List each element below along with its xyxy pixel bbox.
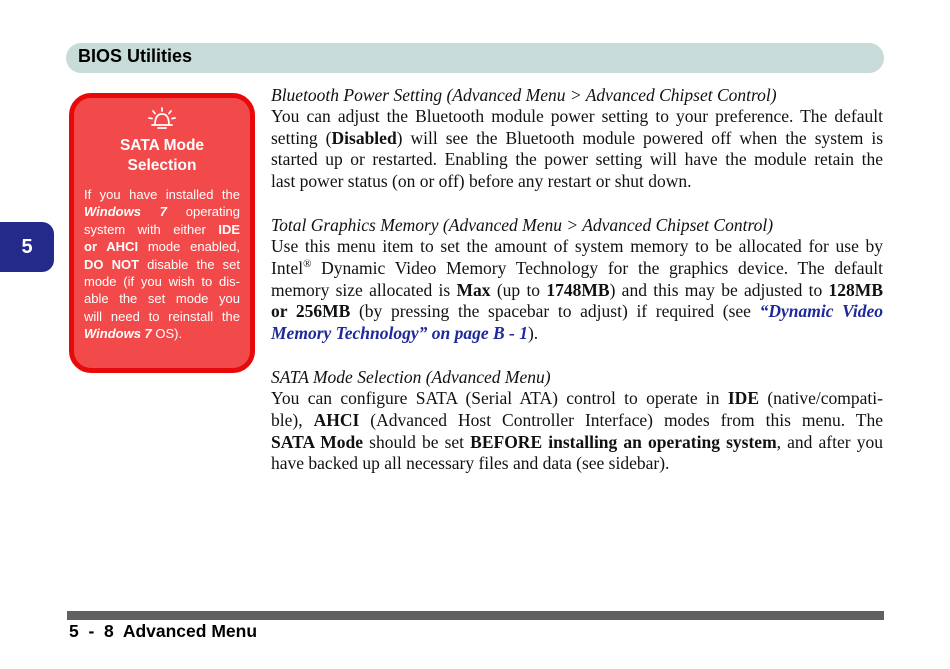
body-text: (by pressing the spacebar to adjust) if required (see: [350, 301, 760, 322]
body-text: ) and this may be adjusted to: [609, 279, 829, 300]
body-text: ) will see the Bluetooth module powered off when the system is: [396, 127, 884, 148]
sidebar-emphasis: IDE: [218, 221, 240, 237]
body-line: [271, 149, 883, 171]
cross-reference-link[interactable]: “Dynamic Video: [759, 301, 883, 322]
footer-page-number: 5 - 8: [69, 621, 114, 641]
bold-term: 1748MB: [546, 279, 610, 300]
sidebar-text: disable the set: [139, 256, 240, 272]
sidebar-emphasis: DO NOT: [84, 256, 140, 272]
sidebar-body: [74, 186, 250, 343]
sidebar-text-line: [84, 221, 240, 238]
section: [271, 366, 883, 474]
body-text: should be set: [363, 431, 471, 452]
body-text: setting (: [271, 127, 332, 148]
sidebar-text: If you have installed the: [84, 187, 240, 202]
section-title: Total Graphics Memory (Advanced Menu > Advanced Chipset Control): [271, 215, 774, 236]
body-text: started up or restarted. Enabling the power setting will have the module retain the: [271, 149, 883, 170]
body-text: (up to: [490, 279, 547, 300]
page-header-title: BIOS Utilities: [78, 46, 193, 66]
sidebar-text: mode enabled,: [138, 239, 240, 255]
body-text: last power status (on or off) before any restart or shut down.: [271, 170, 692, 191]
sidebar-emphasis: Windows 7: [84, 326, 152, 342]
sidebar-text-line: [84, 186, 240, 203]
sidebar-text-line: [84, 290, 240, 307]
sidebar-text: system with either: [84, 221, 219, 237]
body-line: [271, 171, 883, 193]
bold-term: 128MB: [828, 279, 883, 300]
section-title: SATA Mode Selection (Advanced Menu): [271, 367, 551, 388]
sidebar-emphasis: Windows 7: [84, 204, 167, 220]
body-text: memory size allocated is: [271, 279, 457, 300]
main-content: [271, 84, 883, 475]
body-line: [271, 236, 883, 258]
body-line: [271, 106, 883, 128]
sidebar-note: [69, 93, 255, 373]
sidebar-text-line: [84, 256, 240, 273]
sidebar-text: able the set mode you: [84, 291, 240, 307]
body-text: have backed up all necessary files and data (see sidebar).: [271, 453, 670, 474]
body-line: [271, 323, 883, 345]
section-title: Bluetooth Power Setting (Advanced Menu > Advanced Chipset Control): [271, 85, 777, 105]
bold-term: Max: [456, 279, 491, 300]
sidebar-title-line: Selection: [127, 156, 197, 174]
sidebar-text-line: [84, 273, 240, 290]
bold-term: Disabled: [331, 127, 397, 148]
body-text: You can configure SATA (Serial ATA) control to operate in: [271, 388, 728, 409]
body-line: [271, 128, 883, 150]
body-line: [271, 258, 883, 280]
bold-term: BEFORE installing an operating system: [470, 431, 777, 452]
sidebar-text-line: [84, 203, 240, 220]
sidebar-text-line: [84, 308, 240, 325]
body-text: ble),: [271, 409, 314, 430]
body-line: [271, 410, 883, 432]
body-text: , and after you: [776, 431, 883, 452]
section: [271, 214, 883, 344]
sidebar-title-line: SATA Mode: [119, 137, 205, 154]
registered-mark: ®: [303, 258, 312, 271]
bold-term: AHCI: [313, 409, 360, 430]
body-text: Dynamic Video Memory Technology for the graphics device. The default: [311, 257, 883, 278]
footer-rule: [67, 611, 884, 620]
sidebar-text-line: [84, 238, 240, 255]
bold-term: or 256MB: [271, 301, 351, 322]
body-text: (native/compati-: [759, 388, 883, 409]
sidebar-text: will need to reinstall the: [84, 308, 240, 324]
body-text: Intel: [271, 257, 304, 278]
sidebar-emphasis: or AHCI: [84, 239, 139, 255]
warning-icon: [145, 106, 179, 132]
body-line: [271, 388, 883, 410]
chapter-tab: 5: [0, 222, 54, 272]
sidebar-text: operating: [166, 204, 241, 220]
sidebar-text-line: [84, 325, 240, 342]
bold-term: IDE: [727, 388, 759, 409]
body-line: [271, 432, 883, 454]
sidebar-title: [74, 136, 250, 175]
body-line: [271, 301, 883, 323]
cross-reference-link[interactable]: Memory Technology” on page B - 1: [271, 322, 528, 343]
body-text: ).: [527, 322, 539, 343]
sidebar-text: OS).: [151, 326, 183, 342]
body-text: Use this menu item to set the amount of system memory to be allocated for use by: [271, 236, 883, 257]
footer: [69, 621, 257, 641]
body-text: You can adjust the Bluetooth module power setting to your preference. The default: [271, 106, 883, 126]
body-line: [271, 280, 883, 302]
body-line: [271, 453, 883, 475]
body-text: (Advanced Host Controller Interface) modes from this menu. The: [359, 409, 884, 430]
sidebar-text: mode (if you wish to dis-: [84, 274, 240, 290]
bold-term: SATA Mode: [271, 431, 364, 452]
footer-title: Advanced Menu: [122, 621, 258, 641]
section: [271, 84, 883, 192]
